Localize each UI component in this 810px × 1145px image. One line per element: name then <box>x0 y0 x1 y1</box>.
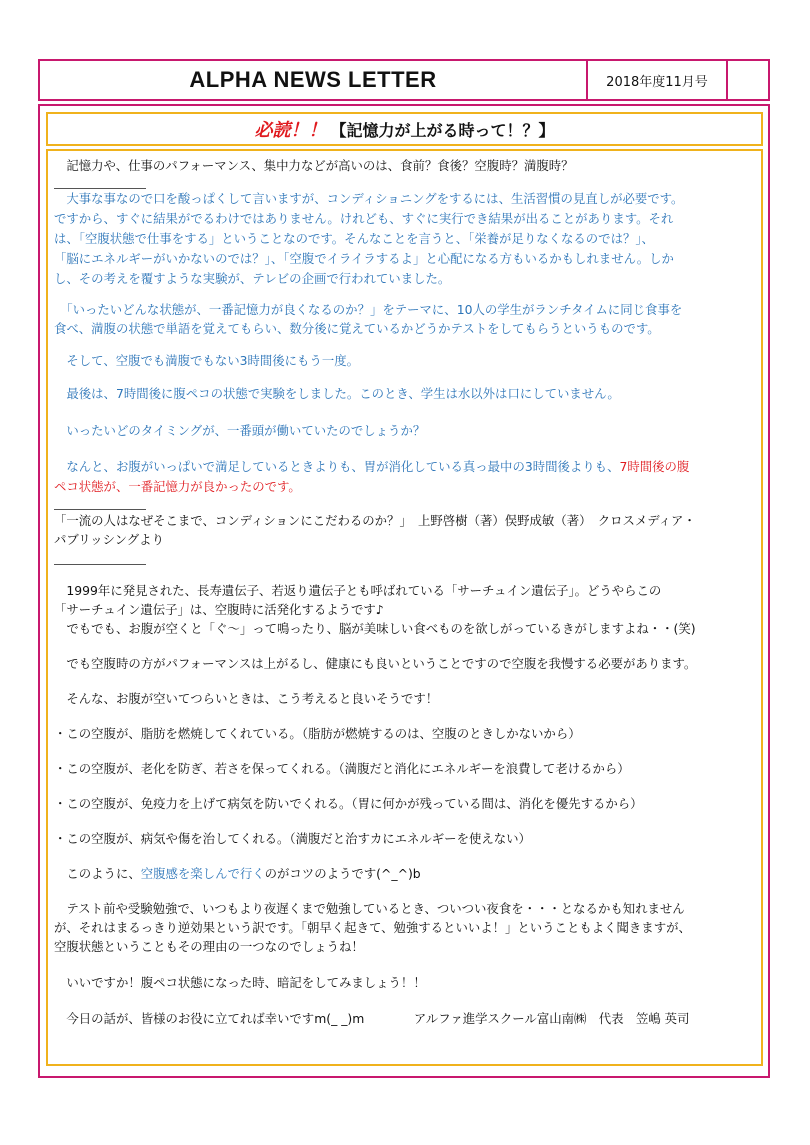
tip-highlight: 空腹感を楽しんで行く <box>140 866 265 881</box>
paragraph-line: し、その考えを覆すような実験が、テレビの企画で行われていました。 <box>54 271 451 286</box>
paragraph-line: 「脳にエネルギーがいかないのでは？」、「空腹でイライラするよ」と心配になる方もいるかもしれません。しか <box>54 251 674 266</box>
paragraph-line: 「いったいどんな状態が、一番記憶力が良くなるのか？」をテーマに、10人の学生がランチタイムに同じ食事を <box>54 302 683 317</box>
paragraph-line: 大事な事なので口を酸っぱくして言いますが、コンディショニングをするには、生活習慣の見直しが必要です。 <box>54 191 684 206</box>
paragraph-line: が、それはまるっきり逆効果という訳です。「朝早く起きて、勉強するといいよ！」ということもよく聞きますが、 <box>54 920 691 935</box>
intro-question: 記憶力や、仕事のパフォーマンス、集中力などが高いのは、食前？食後？空腹時？満腹時？ <box>54 158 574 173</box>
title-text: 【記憶力が上がる時って！？】 <box>330 120 555 140</box>
closing-signature: 今日の話が、皆様のお役に立てれば幸いですm(_ _)m アルファ進学スクール富山南㈱ 代表 笠嶋 英司 <box>54 1011 690 1026</box>
title-emphasis: 必読！！ <box>254 120 327 141</box>
article-title <box>46 112 763 146</box>
newsletter-title: ALPHA NEWS LETTER <box>40 61 588 99</box>
issue-label: 2018年度11月号 <box>588 61 728 99</box>
newsletter-header <box>38 59 770 101</box>
list-item: ・この空腹が、老化を防ぎ、若さを保ってくれる。（満腹だと消化にエネルギーを浪費して老けるから） <box>54 761 630 776</box>
paragraph-line: 空腹状態ということもその理由の一つなのでしょうね！ <box>54 939 364 954</box>
paragraph-line: ですから、すぐに結果がでるわけではありません。けれども、すぐに実行でき結果が出ることがあります。それ <box>54 211 674 226</box>
citation-line: パブリッシングより <box>54 532 164 547</box>
separator-rule <box>54 188 146 189</box>
list-item: ・この空腹が、免疫力を上げて病気を防いでくれる。（胃に何かが残っている間は、消化を優先するから） <box>54 796 643 811</box>
paragraph-line <box>54 458 758 476</box>
paragraph-line: 最後は、7時間後に腹ペコの状態で実験をしました。このとき、学生は水以外は口にしていません。 <box>54 386 620 401</box>
paragraph-line: いったいどのタイミングが、一番頭が働いていたのでしょうか？ <box>54 423 426 438</box>
paragraph-line <box>54 865 758 883</box>
paragraph-line: は、「空腹状態で仕事をする」ということなのです。そんなことを言うと、「栄養が足りなくなるのでは？」、 <box>54 231 654 246</box>
paragraph-line: でもでも、お腹が空くと「ぐ～」って鳴ったり、脳が美味しい食べものを欲しがっているきがしますよね・・(笑) <box>54 621 696 636</box>
conclusion-text: なんと、お腹がいっぱいで満足しているときよりも、胃が消化している真っ最中の3時間後よりも、 <box>54 459 620 474</box>
list-item: ・この空腹が、脂肪を燃焼してくれている。（脂肪が燃焼するのは、空腹のときしかないから） <box>54 726 581 741</box>
paragraph-line: そして、空腹でも満腹でもない3時間後にもう一度。 <box>54 353 360 368</box>
conclusion-highlight: ペコ状態が、一番記憶力が良かったのです。 <box>54 479 301 494</box>
paragraph-line: 1999年に発見された、長寿遺伝子、若返り遺伝子とも呼ばれている「サーチュイン遺伝子」。どうやらこの <box>54 583 662 598</box>
paragraph-line: 食べ、満腹の状態で単語を覚えてもらい、数分後に覚えているかどうかテストをしてもらうというものです。 <box>54 321 660 336</box>
tip-text: のがコツのようです(^_^)b <box>264 866 421 881</box>
tip-text: このように、 <box>54 866 141 881</box>
paragraph-line: いいですか！腹ペコ状態になった時、暗記をしてみましょう！！ <box>54 975 426 990</box>
list-item: ・この空腹が、病気や傷を治してくれる。（満腹だと治すカにエネルギーを使えない） <box>54 831 531 846</box>
conclusion-highlight: 7時間後の腹 <box>619 459 690 474</box>
separator-rule <box>54 564 146 565</box>
citation-line: 「一流の人はなぜそこまで、コンディションにこだわるのか？」 上野啓樹（著）俣野成敏（著） クロスメディア・ <box>54 513 696 528</box>
paragraph-line: でも空腹時の方がパフォーマンスは上がるし、健康にも良いということですので空腹を我慢する必要があります。 <box>54 656 697 671</box>
paragraph-line: 「サーチュイン遺伝子」は、空腹時に活発化するようです♪ <box>54 602 384 617</box>
paragraph-line: そんな、お腹が空いてつらいときは、こう考えると良いそうです！ <box>54 691 439 706</box>
paragraph-line: テスト前や受験勉強で、いつもより夜遅くまで勉強しているとき、ついつい夜食を・・・となるかも知れません <box>54 901 685 916</box>
separator-rule <box>54 509 146 510</box>
